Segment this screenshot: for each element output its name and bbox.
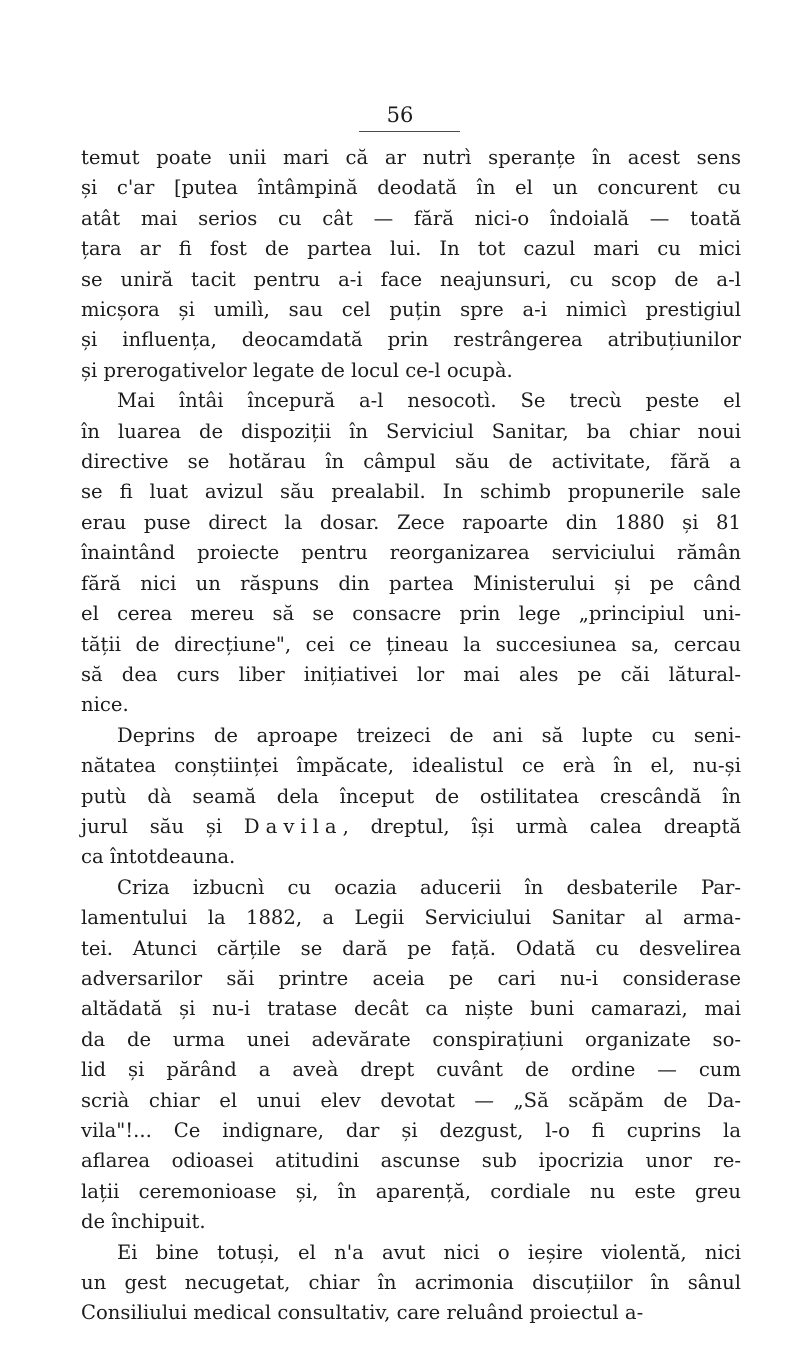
text-line: aflarea odioasei atitudini ascunse sub ipocrizia unor re- [81,1149,741,1173]
text-line: tei. Atunci cărțile se dară pe față. Odată cu desvelirea [81,936,741,960]
text-line: Deprins de aproape treizeci de ani să lupte cu seni- [117,723,741,747]
body-text [81,143,741,1329]
text-line: și prerogativelor legate de locul ce-l ocupà. [81,358,513,382]
text-line: și influența, deocamdată prin restrângerea atribuțiunilor [81,328,741,352]
page-number-rule [359,131,460,132]
text-line: Mai întâi începură a-l nesocotì. Se trecù peste el [117,389,741,413]
text-line: micșora și umilì, sau cel puțin spre a-i nimicì prestigiul [81,298,741,322]
text-line: atât mai serios cu cât — fără nici-o îndoială — toată [81,206,741,230]
text-line: se fi luat avizul său prealabil. In schimb propunerile sale [81,480,741,504]
text-line: lații ceremonioase și, în aparență, cordiale nu este greu [81,1179,741,1203]
text-line: adversarilor săi printre aceia pe cari nu-i considerase [81,966,741,990]
text-line: țara ar fi fost de partea lui. In tot cazul mari cu mici [81,237,741,261]
text-line: putù dà seamă dela început de ostilitatea crescândă în [81,784,741,808]
text-line: fără nici un răspuns din partea Ministerului și pe când [81,571,741,595]
text-line: Consiliului medical consultativ, care reluând proiectul a- [81,1301,644,1325]
text-line: de închipuit. [81,1210,206,1234]
text-line: tății de direcțiune", cei ce țineau la succesiunea sa, cercau [81,632,741,656]
text-line: scrià chiar el unui elev devotat — „Să scăpăm de Da- [81,1088,741,1112]
text-line: înaintând proiecte pentru reorganizarea serviciului rămân [81,541,741,565]
text-line: nătatea conștiinței împăcate, idealistul ce erà în el, nu-și [81,754,741,778]
text-line: altădată și nu-i tratase decât ca niște buni camarazi, mai [81,997,741,1021]
text-line: vila"!... Ce indignare, dar și dezgust, l-o fi cuprins la [81,1119,741,1142]
text-line: ca întotdeauna. [81,845,236,869]
text-line: jurul său și Davila, dreptul, își urmà calea dreaptă [81,814,741,838]
text-line: temut poate unii mari că ar nutrì speranțe în acest sens [81,146,741,169]
text-line: el cerea mereu să se consacre prin lege „principiul uni- [81,602,741,626]
page-number: 56 [386,103,414,127]
text-line: nice. [81,693,129,717]
text-line: directive se hotărau în câmpul său de activitate, fără a [81,450,741,474]
text-line: și c'ar [putea întâmpină deodată în el un concurent cu [81,176,741,200]
text-line: în luarea de dispoziții în Serviciul Sanitar, ba chiar noui [81,419,741,443]
text-line: un gest necugetat, chiar în acrimonia discuțiilor în sânul [81,1271,741,1295]
text-line: lamentului la 1882, a Legii Serviciului Sanitar al arma- [81,906,741,930]
text-line: lid și părând a aveà drept cuvânt de ordine — cum [81,1058,741,1082]
text-line: Criza izbucnì cu ocazia aducerii în desbaterile Par- [117,875,741,899]
text-line: Ei bine totuși, el n'a avut nici o ieșire violentă, nici [117,1240,741,1264]
text-line: se uniră tacit pentru a-i face neajunsuri, cu scop de a-l [81,267,741,291]
text-line: da de urma unei adevărate conspirațiuni organizate so- [81,1027,741,1051]
text-line: erau puse direct la dosar. Zece rapoarte din 1880 și 81 [81,510,741,534]
text-line: să dea curs liber inițiativei lor mai ales pe căi lătural- [81,662,741,686]
